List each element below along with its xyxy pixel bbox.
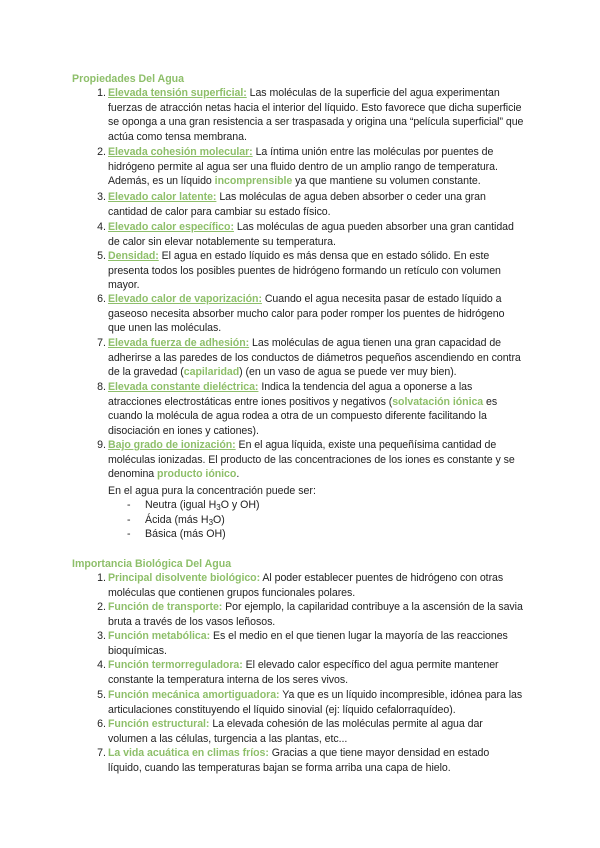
item-term: Función mecánica amortiguadora: bbox=[108, 689, 280, 701]
list-item bbox=[84, 145, 524, 189]
item-text: Al poder establecer puentes de hidrógeno con otras moléculas que contienen grupos funcionales polares. bbox=[108, 572, 504, 599]
item-term: Elevada fuerza de adhesión: bbox=[108, 337, 250, 349]
list-item bbox=[84, 688, 524, 717]
item-number: 7. bbox=[97, 747, 106, 759]
item-number: 9. bbox=[97, 439, 106, 451]
item-text: La íntima unión entre las moléculas por puentes de hidrógeno permite al agua ser una fluido dentro de un amplio rango de temperatura. Además, es un líquido bbox=[108, 146, 498, 188]
item-text: Indica la tendencia del agua a oponerse a las atracciones electrostáticas entre iones positivos y negativos ( bbox=[108, 381, 473, 408]
item-term: Densidad: bbox=[108, 250, 159, 262]
item-term: Elevado calor específico: bbox=[108, 221, 234, 233]
item-term: Bajo grado de ionización: bbox=[108, 439, 236, 451]
item-text: Las moléculas de agua pueden absorber una gran cantidad de calor sin elevar notablemente su temperatura. bbox=[108, 221, 514, 248]
item-number: 5. bbox=[97, 250, 106, 262]
concentration-intro: En el agua pura la concentración puede ser: bbox=[108, 485, 316, 497]
list-item bbox=[84, 220, 524, 249]
item-number: 2. bbox=[97, 601, 106, 613]
section-title-importance: Importancia Biológica Del Agua bbox=[72, 558, 232, 570]
item-term: Principal disolvente biológico: bbox=[108, 572, 261, 584]
list-item bbox=[84, 249, 524, 293]
item-number: 6. bbox=[97, 718, 106, 730]
item-text: Es el medio en el que tienen lugar la mayoría de las reacciones bioquímicas. bbox=[108, 630, 508, 657]
item-term: Función estructural: bbox=[108, 718, 210, 730]
item-text: El agua en estado líquido es más densa que en estado sólido. En este presenta todos los posibles puentes de hidrógeno formando un retículo con volumen mayor. bbox=[108, 250, 501, 292]
item-keyword: producto iónico bbox=[157, 468, 237, 481]
item-term: Elevada tensión superficial: bbox=[108, 87, 247, 99]
list-item bbox=[84, 438, 524, 482]
list-item bbox=[84, 658, 524, 687]
item-number: 5. bbox=[97, 689, 106, 701]
item-term: Elevada constante dieléctrica: bbox=[108, 381, 259, 393]
list-item bbox=[84, 571, 524, 600]
item-number: 4. bbox=[97, 659, 106, 671]
section-title-properties: Propiedades Del Agua bbox=[72, 73, 185, 85]
item-text: Las moléculas de agua deben absorber o ceder una gran cantidad de calor para cambiar su estado físico. bbox=[108, 191, 486, 218]
item-number: 8. bbox=[97, 381, 106, 393]
item-text: Gracias a que tiene mayor densidad en estado líquido, cuando las temperaturas bajan se forma arriba una capa de hielo. bbox=[108, 747, 490, 774]
list-item bbox=[84, 380, 524, 439]
item-number: 3. bbox=[97, 191, 106, 203]
item-number: 7. bbox=[97, 337, 106, 349]
item-text: Ya que es un líquido incompresible, idónea para las articulaciones constituyendo el líquido sinovial (ej: líquido cefalorraquídeo). bbox=[108, 689, 523, 716]
item-number: 1. bbox=[97, 87, 106, 99]
item-term: Función de transporte: bbox=[108, 601, 223, 613]
item-number: 2. bbox=[97, 146, 106, 158]
item-text: es cuando la molécula de agua rodea a otra de un compuesto diferente facilitando la disociación en iones y cationes). bbox=[108, 395, 498, 438]
item-text: ya que mantiene su volumen constante. bbox=[292, 175, 481, 188]
item-text: . bbox=[236, 468, 240, 481]
list-item bbox=[84, 746, 524, 775]
bullet-acida: Ácida (más $H_3O$) bbox=[145, 514, 225, 527]
item-term: La vida acuática en climas fríos: bbox=[108, 747, 269, 759]
bullet-marker: - bbox=[127, 514, 131, 526]
item-term: Función termorreguladora: bbox=[108, 659, 243, 671]
list-item bbox=[84, 717, 524, 746]
item-text: Cuando el agua necesita pasar de estado líquido a gaseoso necesita absorber mucho calor para poder romper los puentes de hidrógeno que unen las moléculas. bbox=[108, 293, 505, 335]
item-text: Por ejemplo, la capilaridad contribuye a la ascensión de la savia bruta a través de los vasos leñosos. bbox=[108, 601, 523, 628]
list-item bbox=[84, 190, 524, 219]
item-keyword: capilaridad bbox=[183, 366, 240, 379]
bullet-basica: Básica (más OH) bbox=[145, 528, 226, 540]
item-term: Elevado calor de vaporización: bbox=[108, 293, 262, 305]
bullet-marker: - bbox=[127, 499, 131, 511]
item-number: 4. bbox=[97, 221, 106, 233]
item-number: 3. bbox=[97, 630, 106, 642]
list-item bbox=[84, 86, 524, 145]
bullet-marker: - bbox=[127, 528, 131, 540]
item-keyword: incomprensible bbox=[214, 175, 293, 188]
item-term: Elevada cohesión molecular: bbox=[108, 146, 253, 158]
item-text: La elevada cohesión de las moléculas permite al agua dar volumen a las células, turgencia a las plantas, etc... bbox=[108, 718, 483, 745]
item-keyword: solvatación iónica bbox=[392, 395, 484, 408]
item-text: El elevado calor específico del agua permite mantener constante la temperatura interna de los seres vivos. bbox=[108, 659, 499, 686]
list-item bbox=[84, 292, 524, 336]
item-text: ) (en un vaso de agua se puede ver muy bien). bbox=[239, 366, 457, 379]
item-text: Las moléculas de agua tienen una gran capacidad de adherirse a las paredes de los conductos de diámetros pequeños ascendiendo en contra de la gravedad ( bbox=[108, 337, 521, 379]
item-text: Las moléculas de la superficie del agua experimentan fuerzas de atracción netas hacia el interior del líquido. Esto favorece que dicha superficie se oponga a una gran resistencia a ser traspasada y origina una “película superficial” que actúa como tensa membrana. bbox=[108, 87, 524, 144]
item-term: Elevado calor latente: bbox=[108, 191, 217, 203]
item-number: 6. bbox=[97, 293, 106, 305]
list-item bbox=[84, 629, 524, 658]
item-text: En el agua líquida, existe una pequeñísima cantidad de moléculas ionizadas. El producto de las concentraciones de los iones es constante y se denomina bbox=[108, 439, 515, 481]
item-number: 1. bbox=[97, 572, 106, 584]
bullet-neutra: Neutra (igual $H_3O$ y OH) bbox=[145, 499, 260, 512]
list-item bbox=[84, 600, 524, 629]
list-item bbox=[84, 336, 524, 380]
item-term: Función metabólica: bbox=[108, 630, 211, 642]
